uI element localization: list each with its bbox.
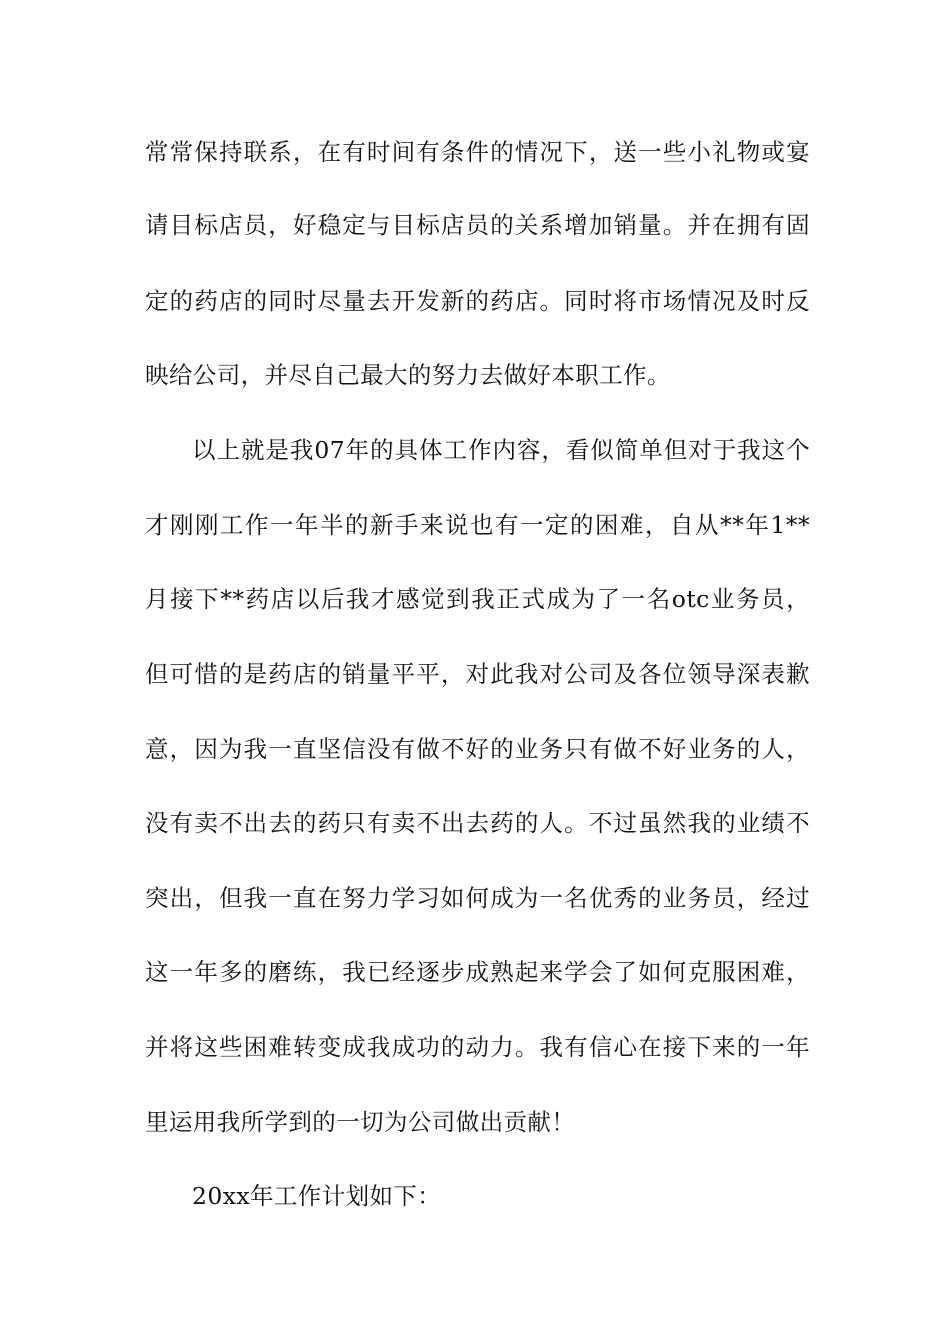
text-line: 才刚刚工作一年半的新手来说也有一定的困难，自从**年1** <box>145 511 810 539</box>
text-line: 意，因为我一直坚信没有做不好的业务只有做不好业务的人， <box>145 735 810 763</box>
text-line: 这一年多的磨练，我已经逐步成熟起来学会了如何克服困难， <box>145 958 810 986</box>
text-line: 并将这些困难转变成我成功的动力。我有信心在接下来的一年 <box>145 1033 810 1061</box>
text-line: 以上就是我07年的具体工作内容，看似简单但对于我这个 <box>192 436 810 464</box>
text-line: 映给公司，并尽自己最大的努力去做好本职工作。 <box>145 361 671 389</box>
text-line: 月接下**药店以后我才感觉到我正式成为了一名otc业务员， <box>145 585 810 613</box>
text-line: 请目标店员，好稳定与目标店员的关系增加销量。并在拥有固 <box>145 211 810 239</box>
text-line: 定的药店的同时尽量去开发新的药店。同时将市场情况及时反 <box>145 287 810 315</box>
text-line: 里运用我所学到的一切为公司做出贡献！ <box>145 1108 576 1136</box>
text-line: 常常保持联系，在有时间有条件的情况下，送一些小礼物或宴 <box>145 138 810 166</box>
text-line: 没有卖不出去的药只有卖不出去药的人。不过虽然我的业绩不 <box>145 809 810 837</box>
text-line: 突出，但我一直在努力学习如何成为一名优秀的业务员，经过 <box>145 884 810 912</box>
section-heading: 20xx年工作计划如下： <box>192 1182 442 1210</box>
text-line: 但可惜的是药店的销量平平，对此我对公司及各位领导深表歉 <box>145 660 810 688</box>
